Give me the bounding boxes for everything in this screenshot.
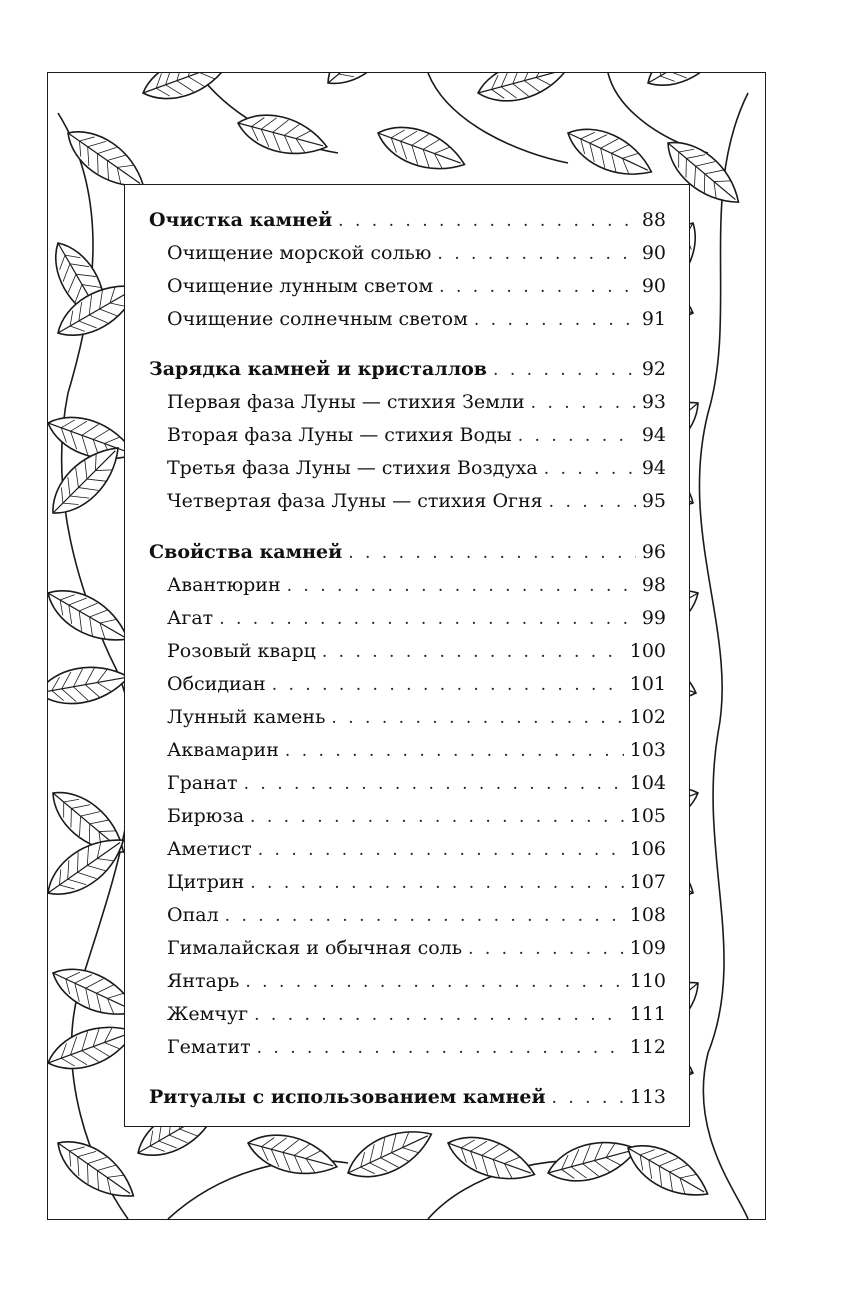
toc-label: Гранат: [167, 772, 238, 794]
toc-entry[interactable]: [125, 271, 689, 301]
toc-leader-dots: [322, 637, 624, 667]
toc-leader-dots: [544, 454, 636, 484]
toc-leader-dots: [287, 571, 636, 601]
toc-leader-dots: [348, 538, 636, 568]
toc-entry[interactable]: [125, 867, 689, 897]
toc-label: Бирюза: [167, 805, 245, 827]
toc-entry[interactable]: [125, 570, 689, 600]
toc-page-number: 90: [641, 275, 666, 297]
toc-label: Опал: [167, 904, 219, 926]
toc-leader-dots: [250, 802, 624, 832]
toc-entry[interactable]: [125, 420, 689, 450]
toc-label: Вторая фаза Луны — стихия Воды: [167, 424, 512, 446]
toc-leader-dots: [219, 604, 636, 634]
toc-page-number: 91: [641, 308, 666, 330]
toc-label: Лунный камень: [167, 706, 326, 728]
toc-label: Агат: [167, 607, 214, 629]
toc-leader-dots: [258, 835, 624, 865]
toc-section[interactable]: [125, 1082, 689, 1112]
toc-leader-dots: [244, 769, 624, 799]
toc-entry[interactable]: [125, 999, 689, 1029]
toc-leader-dots: [493, 355, 636, 385]
toc-leader-dots: [257, 1033, 624, 1063]
toc-leader-dots: [437, 239, 635, 269]
toc-leader-dots: [552, 1083, 624, 1113]
toc-leader-dots: [225, 901, 624, 931]
toc-page-number: 96: [641, 541, 666, 563]
toc-page-number: 103: [629, 739, 666, 761]
toc-label: Авантюрин: [167, 574, 281, 596]
toc-leader-dots: [254, 1000, 624, 1030]
toc-entry[interactable]: [125, 966, 689, 996]
toc-page-number: 112: [629, 1036, 666, 1058]
toc-label: Аквамарин: [167, 739, 279, 761]
toc-entry[interactable]: [125, 387, 689, 417]
toc-leader-dots: [285, 736, 624, 766]
toc-label: Ритуалы с использованием камней: [149, 1086, 546, 1108]
toc-leader-dots: [474, 305, 636, 335]
toc-leader-dots: [549, 487, 636, 517]
toc-leader-dots: [338, 206, 636, 236]
toc-page-number: 94: [641, 424, 666, 446]
toc-page-number: 106: [629, 838, 666, 860]
toc-label: Очищение солнечным светом: [167, 308, 468, 330]
toc-page-number: 107: [629, 871, 666, 893]
toc-page-number: 90: [641, 242, 666, 264]
toc-leader-dots: [531, 388, 636, 418]
toc-label: Очистка камней: [149, 209, 333, 231]
toc-label: Свойства камней: [149, 541, 343, 563]
toc-entry[interactable]: [125, 933, 689, 963]
toc-label: Жемчуг: [167, 1003, 249, 1025]
toc-entry[interactable]: [125, 453, 689, 483]
toc-page-number: 101: [629, 673, 666, 695]
toc-page-number: 98: [641, 574, 666, 596]
toc-leader-dots: [439, 272, 636, 302]
toc-entry[interactable]: [125, 636, 689, 666]
toc-entry[interactable]: [125, 702, 689, 732]
toc-label: Очищение морской солью: [167, 242, 432, 264]
toc-label: Зарядка камней и кристаллов: [149, 358, 488, 380]
toc-entry[interactable]: [125, 801, 689, 831]
toc-page-number: 111: [629, 1003, 666, 1025]
toc-label: Аметист: [167, 838, 252, 860]
toc-page-number: 110: [629, 970, 666, 992]
toc-entry[interactable]: [125, 669, 689, 699]
toc-label: Гималайская и обычная соль: [167, 937, 463, 959]
toc-page-number: 102: [629, 706, 666, 728]
toc-page-number: 109: [629, 937, 666, 959]
toc-label: Янтарь: [167, 970, 240, 992]
toc-label: Обсидиан: [167, 673, 266, 695]
toc-page-number: 92: [641, 358, 666, 380]
toc-page-number: 95: [641, 490, 666, 512]
toc-section[interactable]: [125, 205, 689, 235]
toc-entry[interactable]: [125, 900, 689, 930]
toc-label: Цитрин: [167, 871, 245, 893]
toc-entry[interactable]: [125, 304, 689, 334]
toc-section[interactable]: [125, 537, 689, 567]
toc-leader-dots: [272, 670, 624, 700]
toc-label: Розовый кварц: [167, 640, 316, 662]
toc-page-number: 113: [629, 1086, 666, 1108]
toc-label: Четвертая фаза Луны — стихия Огня: [167, 490, 543, 512]
toc-entry[interactable]: [125, 834, 689, 864]
toc-entry[interactable]: [125, 238, 689, 268]
toc-label: Гематит: [167, 1036, 251, 1058]
toc-page-number: 93: [641, 391, 666, 413]
toc-page-number: 108: [629, 904, 666, 926]
toc-entry[interactable]: [125, 486, 689, 516]
toc-label: Первая фаза Луны — стихия Земли: [167, 391, 525, 413]
toc-page-number: 104: [629, 772, 666, 794]
toc-leader-dots: [518, 421, 636, 451]
toc-leader-dots: [331, 703, 623, 733]
toc-leader-dots: [468, 934, 624, 964]
toc-leader-dots: [245, 967, 623, 997]
toc-page-number: 105: [629, 805, 666, 827]
toc-entry[interactable]: [125, 735, 689, 765]
toc-label: Очищение лунным светом: [167, 275, 434, 297]
toc-label: Третья фаза Луны — стихия Воздуха: [167, 457, 538, 479]
toc-entry[interactable]: [125, 1032, 689, 1062]
toc-entry[interactable]: [125, 603, 689, 633]
toc-page-number: 94: [641, 457, 666, 479]
toc-page-number: 99: [641, 607, 666, 629]
toc-page-number: 88: [641, 209, 666, 231]
toc-page-number: 100: [629, 640, 666, 662]
toc-entry[interactable]: [125, 768, 689, 798]
toc-leader-dots: [250, 868, 624, 898]
toc-section[interactable]: [125, 354, 689, 384]
table-of-contents: [124, 184, 690, 1127]
